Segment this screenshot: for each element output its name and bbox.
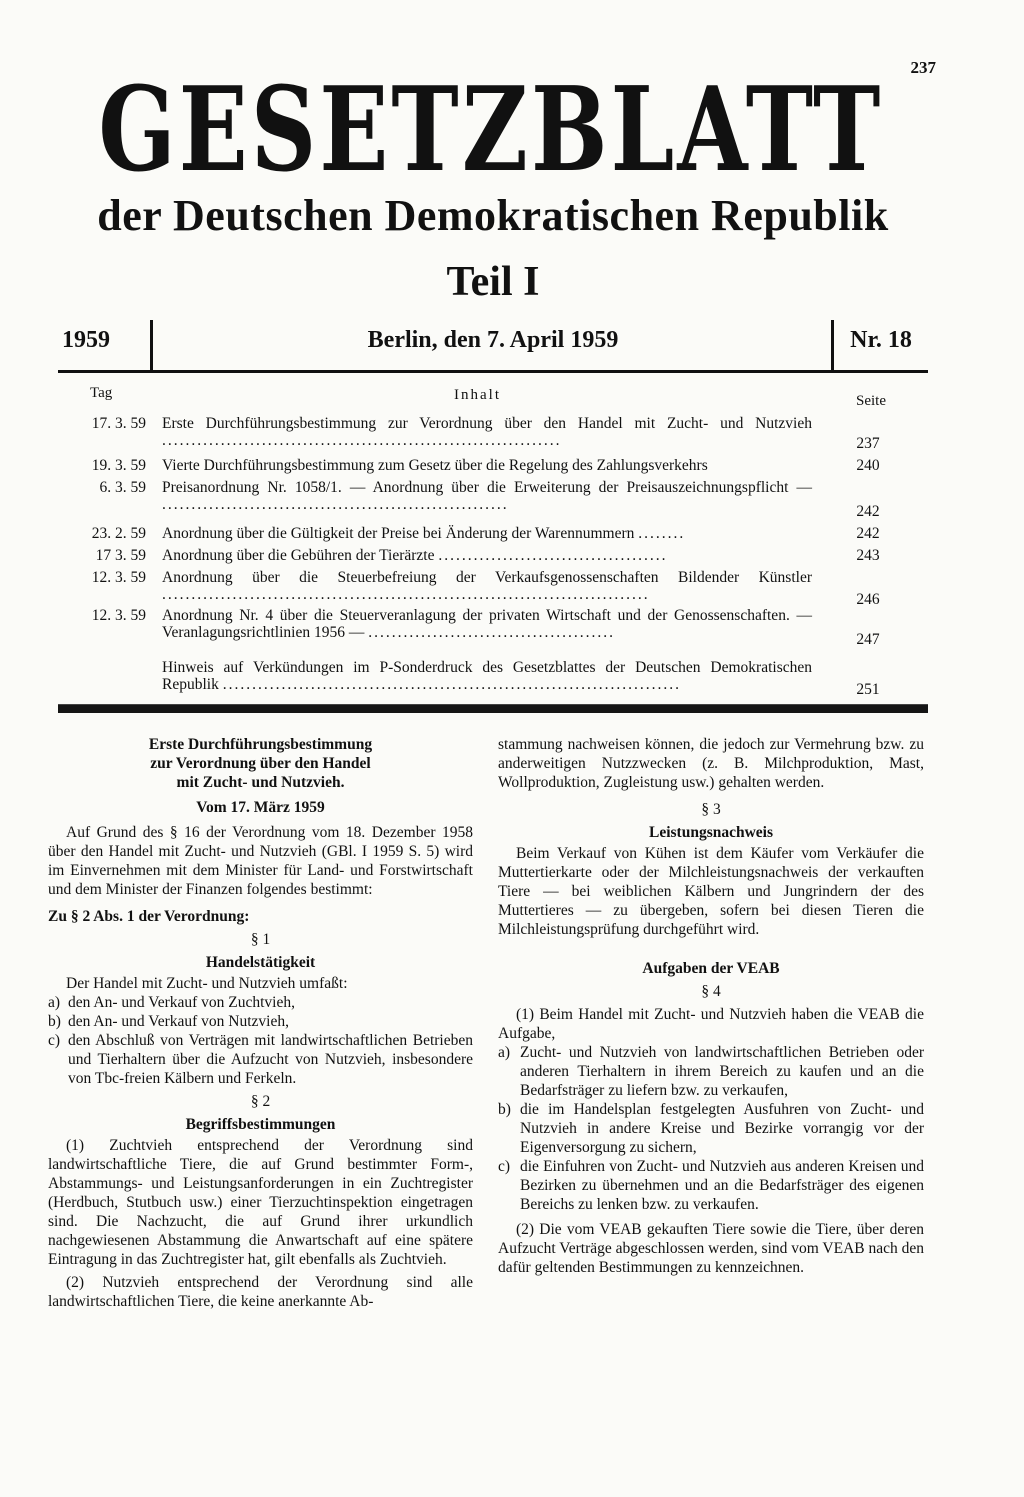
issue-year: 1959	[62, 327, 110, 353]
toc-entry-text: Hinweis auf Verkündungen im P-Sonderdruck des Gesetzblattes der Deutschen Demokratischen Republik ..............................................................................	[162, 659, 812, 693]
list-item: c) den Abschluß von Verträgen mit landwirtschaftlichen Betrieben und Tierhaltern über die Aufzucht von Nutzvieh, insbesondere von Tbc-freien Kälbern und Ferkeln.	[48, 1032, 473, 1087]
section-title: Begriffsbestimmungen	[185, 1116, 336, 1133]
toc-entry-date: 17 3. 59	[95, 547, 146, 564]
toc-entry-page: 242	[856, 503, 880, 520]
preamble: Auf Grund des § 16 der Verordnung vom 18. Dezember 1958 über den Handel mit Zucht- und Nutzvieh (GBl. I 1959 S. 5) wird im Einvernehmen mit dem Minister für Land- und Forstwirtschaft und dem Minister der Finanzen folgendes bestimmt:	[48, 824, 473, 898]
scope-heading: Zu § 2 Abs. 1 der Verordnung:	[48, 908, 250, 925]
section-number: § 1	[250, 931, 271, 948]
regulation-title: mit Zucht- und Nutzvieh.	[176, 774, 345, 791]
toc-header-date: Tag	[90, 385, 113, 401]
toc-entry-page: 247	[856, 631, 880, 648]
paragraph: Der Handel mit Zucht- und Nutzvieh umfaßt:	[66, 975, 348, 992]
paragraph: stammung nachweisen können, die jedoch zur Vermehrung bzw. zu anderweitigen Nutzzwecken (z. B. Milchproduktion, Mast, Wollproduktion, Zugleistung usw.) gehalten werden.	[498, 736, 924, 791]
issue-number: Nr. 18	[850, 327, 912, 353]
toc-entry-date: 6. 3. 59	[99, 479, 146, 496]
toc-entry-text: Erste Durchführungsbestimmung zur Verordnung über den Handel mit Zucht- und Nutzvieh ....................................................................	[162, 415, 812, 449]
right-column	[498, 735, 924, 1277]
regulation-title: zur Verordnung über den Handel	[150, 755, 371, 772]
page-number: 237	[910, 58, 936, 77]
part-label: Teil I	[446, 259, 540, 305]
toc-entry-date: 19. 3. 59	[91, 457, 146, 474]
issue-dateline: Berlin, den 7. April 1959	[367, 327, 619, 353]
list-item: b) die im Handelsplan festgelegten Ausfuhren von Zucht- und Nutzvieh in andere Kreise und Bezirke vorrangig vor der Eigenversorgung zu sichern,	[498, 1101, 924, 1156]
section-rule	[58, 704, 928, 713]
section-title: Leistungsnachweis	[648, 824, 774, 841]
list-item: b) den An- und Verkauf von Nutzvieh,	[48, 1013, 289, 1030]
toc-entry-text: Vierte Durchführungsbestimmung zum Gesetz über die Regelung des Zahlungsverkehrs	[162, 457, 708, 474]
regulation-date: Vom 17. März 1959	[196, 799, 325, 816]
divider	[831, 320, 834, 370]
paragraph: (1) Beim Handel mit Zucht- und Nutzvieh haben die VEAB die Aufgabe,	[498, 1006, 924, 1042]
paragraph: (2) Nutzvieh entsprechend der Verordnung sind alle landwirtschaftlichen Tiere, die keine anerkannte Ab-	[48, 1274, 473, 1310]
toc-entry-text: Anordnung über die Steuerbefreiung der Verkaufsgenossenschaften Bildender Künstler ...................................................................................	[162, 569, 812, 603]
toc-entry-text: Preisanordnung Nr. 1058/1. — Anordnung über die Erweiterung der Preisauszeichnungspflicht — ...........................................................	[162, 479, 812, 513]
toc-header-title: Inhalt	[454, 387, 501, 403]
issue-bar	[58, 320, 928, 373]
paragraph: Beim Verkauf von Kühen ist dem Käufer vom Verkäufer die Muttertierkarte oder der Milchleistungsnachweis der verkauften Tiere — bei weiblichen Kälbern und Jungrindern der des Muttertieres — zu übergeben, sofern bei diesen Tieren die Milchleistungsprüfung durchgeführt wird.	[498, 845, 924, 938]
list-item: c) die Einfuhren von Zucht- und Nutzvieh aus anderen Kreisen und Bezirken zu übernehmen und an die Bedarfsträger des eigenen Bereichs zu lenken bzw. zu verkaufen.	[498, 1158, 924, 1213]
left-column	[48, 735, 473, 1311]
list-item: a) Zucht- und Nutzvieh von landwirtschaftlichen Betrieben oder anderen Tierhaltern in ihrem Bereich zu kaufen und an die Bedarfsträger zu liefern bzw. zu verkaufen,	[498, 1044, 924, 1099]
toc-entry-date: 17. 3. 59	[91, 415, 146, 432]
masthead-subtitle: der Deutschen Demokratischen Republik	[97, 191, 889, 240]
section-number: § 4	[701, 983, 721, 1000]
toc-entry-date: 12. 3. 59	[91, 607, 146, 624]
toc-entry-date: 23. 2. 59	[91, 525, 146, 542]
toc-header-page: Seite	[856, 393, 886, 409]
toc-entry-text: Anordnung über die Gebühren der Tierärzte .......................................	[162, 547, 668, 564]
toc-entry-date: 12. 3. 59	[91, 569, 146, 586]
paragraph: (1) Zuchtvieh entsprechend der Verordnung sind landwirtschaftliche Tiere, die auf Grund bestimmter Form-, Abstammungs- und Leistungsanforderungen in ein Zuchtregister (Herdbuch, Stutbuch usw.) einer Tierzuchtinspektion eingetragen sind. Die Nachzucht, die auf Grund ihrer urkundlich nachgewiesenen Abstammung die Anwartschaft auf eine spätere Eintragung in das Zuchtregister hat, gilt ebenfalls als Zuchtvieh.	[48, 1137, 473, 1268]
paragraph: (2) Die vom VEAB gekauften Tiere sowie die Tiere, über deren Aufzucht Verträge abgeschlossen werden, sind vom VEAB nach den dafür geltenden Bestimmungen zu kennzeichnen.	[498, 1221, 924, 1276]
section-title: Handelstätigkeit	[205, 954, 316, 971]
toc-entry-page: 237	[856, 435, 880, 452]
section-number: § 2	[250, 1093, 271, 1110]
toc-entry-text: Anordnung über die Gültigkeit der Preise bei Änderung der Warennummern ........	[162, 525, 686, 542]
toc-entry-page: 242	[856, 525, 880, 542]
section-group-title: Aufgaben der VEAB	[642, 960, 780, 977]
toc-entry-page: 243	[856, 547, 880, 564]
toc-entry-page: 246	[856, 591, 880, 608]
toc-entry-page: 240	[856, 457, 880, 474]
regulation-title: Erste Durchführungsbestimmung	[148, 736, 373, 753]
section-number: § 3	[701, 801, 721, 818]
toc-entry-text: Anordnung Nr. 4 über die Steuerveranlagung der privaten Wirtschaft und der Genossenschaften. — Veranlagungsrichtlinien 1956 — ..........................................	[162, 607, 812, 641]
toc-entry-page: 251	[856, 681, 880, 698]
list-item: a) den An- und Verkauf von Zuchtvieh,	[48, 994, 295, 1011]
masthead-title: GESETZBLATT	[98, 62, 884, 198]
